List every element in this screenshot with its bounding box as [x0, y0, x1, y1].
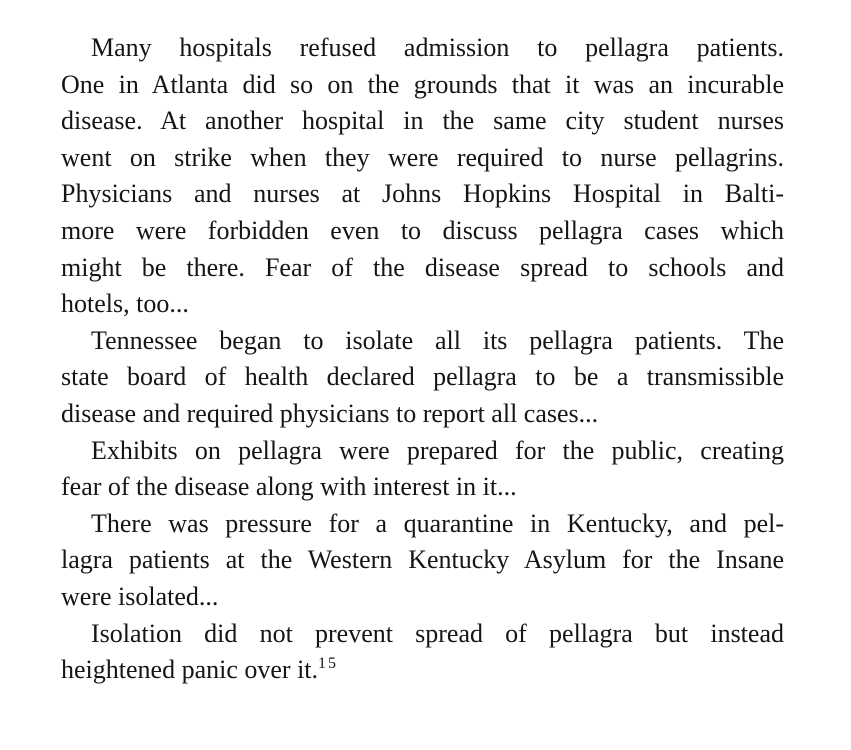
- text-line: Physicians and nurses at Johns Hopkins Hospital in Balti-: [61, 179, 784, 209]
- text-line: heightened panic over it.: [61, 655, 319, 685]
- paragraph-2: [61, 323, 784, 433]
- text-line: disease. At another hospital in the same city student nurses: [61, 106, 784, 136]
- footnote-marker[interactable]: 15: [318, 655, 339, 673]
- paragraph-4: [61, 506, 784, 616]
- text-line: Exhibits on pellagra were prepared for the public, creating: [91, 435, 784, 465]
- text-line: Isolation did not prevent spread of pellagra but instead: [91, 618, 784, 648]
- text-line: Tennessee began to isolate all its pellagra patients. The: [91, 325, 784, 355]
- text-line: There was pressure for a quarantine in Kentucky, and pel-: [91, 508, 784, 538]
- text-line: were isolated...: [61, 581, 219, 611]
- text-line: hotels, too...: [61, 289, 189, 319]
- text-line: disease and required physicians to report all cases...: [61, 398, 599, 428]
- text-line: state board of health declared pellagra to be a transmissible: [61, 362, 784, 392]
- paragraph-5: [61, 616, 784, 689]
- text-line: might be there. Fear of the disease spread to schools and: [61, 252, 784, 282]
- text-line: more were forbidden even to discuss pellagra cases which: [61, 215, 784, 245]
- text-line-with-footnote: [61, 652, 784, 689]
- text-line: One in Atlanta did so on the grounds that it was an incurable: [61, 69, 784, 99]
- paragraph-1: [61, 30, 784, 323]
- text-line: Many hospitals refused admission to pellagra patients.: [91, 33, 784, 62]
- text-line: lagra patients at the Western Kentucky Asylum for the Insane: [61, 545, 784, 575]
- quoted-passage: [61, 30, 784, 689]
- paragraph-3: [61, 433, 784, 506]
- text-line: fear of the disease along with interest in it...: [61, 472, 517, 502]
- text-line: went on strike when they were required to nurse pellagrins.: [61, 142, 784, 172]
